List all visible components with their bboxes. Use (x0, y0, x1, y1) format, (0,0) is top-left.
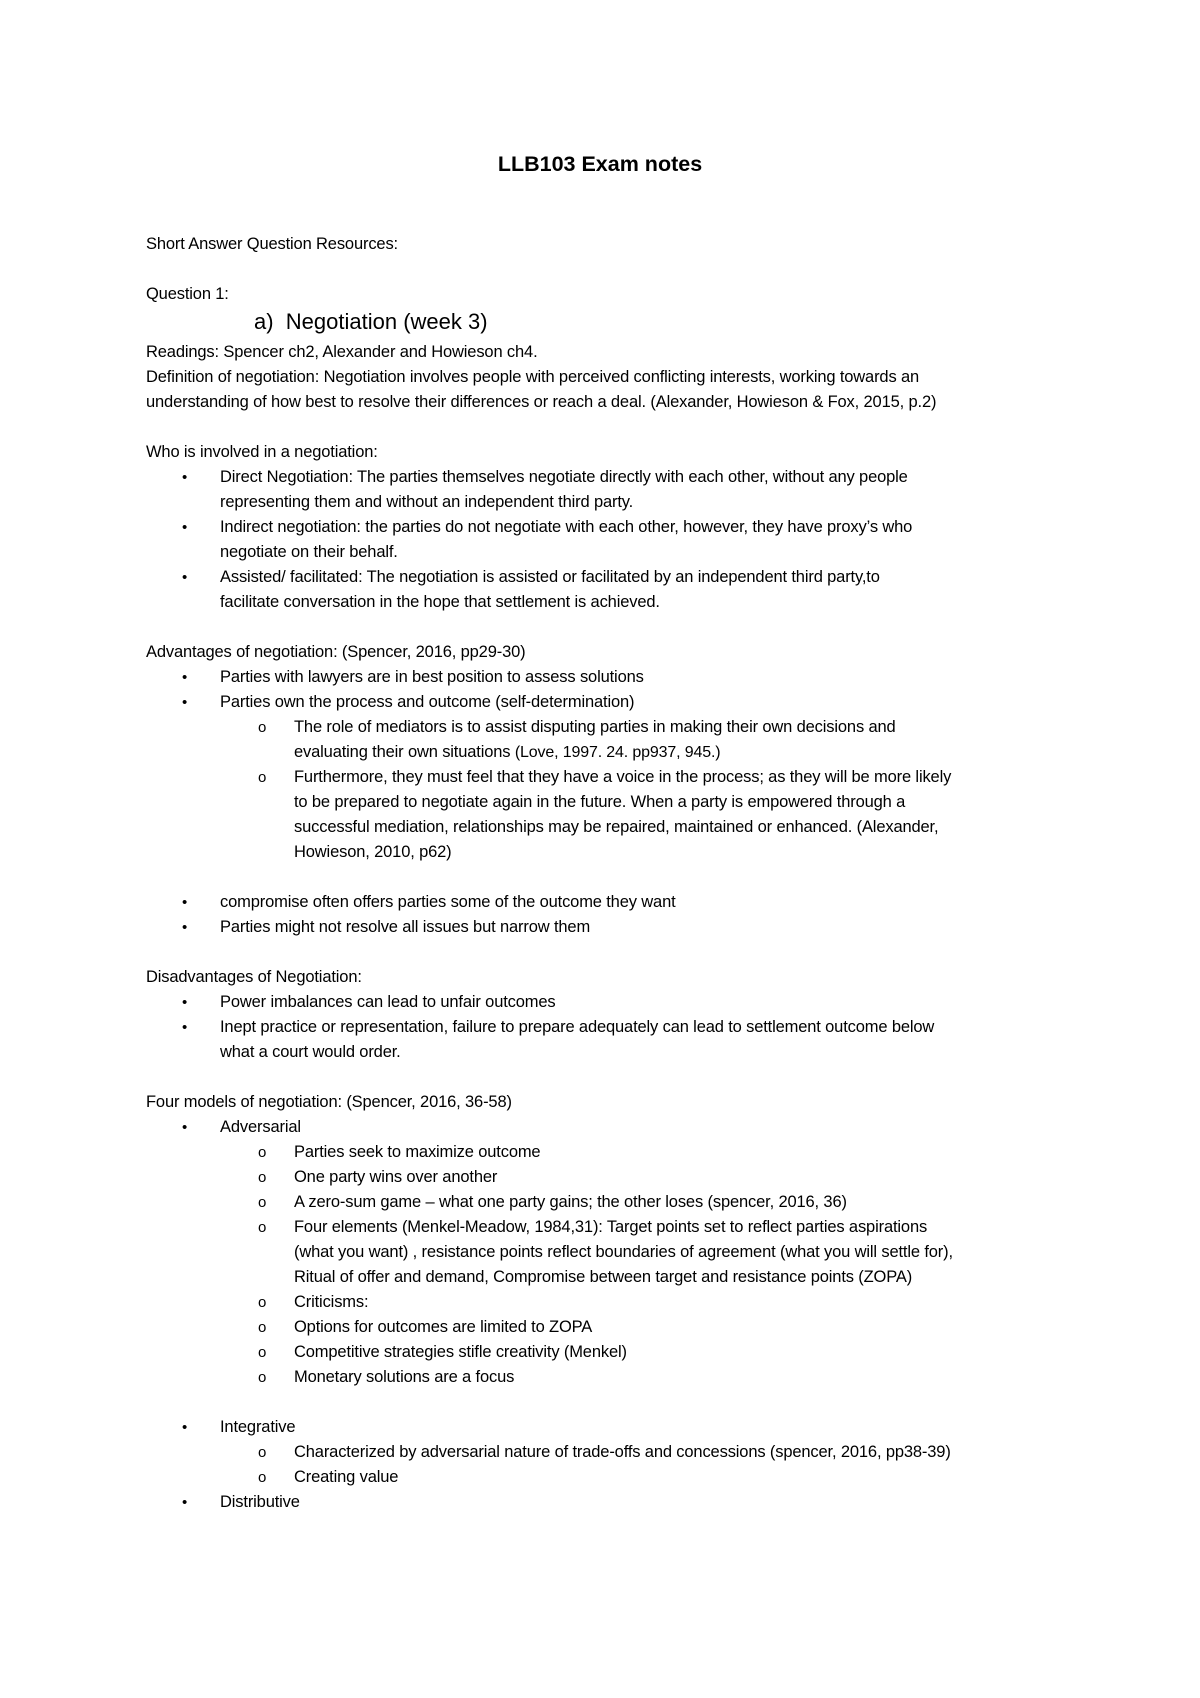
sub-list-item: Options for outcomes are limited to ZOPA (294, 1318, 593, 1336)
list-item: what a court would order. (220, 1043, 401, 1061)
citation: (Love, 1997. 24. pp937, 945.) (514, 744, 721, 761)
sub-bullet-icon: o (258, 1194, 267, 1211)
list-item: representing them and without an independent third party. (220, 493, 634, 511)
bullet-icon: • (182, 569, 188, 586)
sub-list-item: Four elements (Menkel-Meadow, 1984,31): Target points set to reflect parties aspirations (294, 1218, 928, 1236)
sub-bullet-icon: o (258, 1294, 267, 1311)
sub-bullet-icon: o (258, 1144, 267, 1161)
section-heading: Disadvantages of Negotiation: (146, 968, 362, 986)
sub-bullet-icon: o (258, 1319, 267, 1336)
list-item: Indirect negotiation: the parties do not negotiate with each other, however, they have proxy’s who (220, 518, 913, 536)
sub-list-item: A zero-sum game – what one party gains; the other loses (spencer, 2016, 36) (294, 1193, 847, 1211)
bullet-icon: • (182, 1119, 188, 1136)
sub-list-item (294, 740, 720, 765)
sub-list-item: (what you want) , resistance points reflect boundaries of agreement (what you will settle for), (294, 1243, 953, 1261)
subsection-heading (254, 307, 488, 337)
bullet-icon: • (182, 519, 188, 536)
bullet-icon: • (182, 894, 188, 911)
sub-bullet-icon: o (258, 1169, 267, 1186)
list-item: Assisted/ facilitated: The negotiation is assisted or facilitated by an independent third party,to (220, 568, 880, 586)
bullet-icon: • (182, 994, 188, 1011)
sub-list-item: Parties seek to maximize outcome (294, 1143, 541, 1161)
sub-bullet-icon: o (258, 719, 267, 736)
sub-list-item: successful mediation, relationships may be repaired, maintained or enhanced. (Alexander, (294, 818, 939, 836)
sub-bullet-icon: o (258, 1444, 267, 1461)
sub-bullet-icon: o (258, 769, 267, 786)
bullet-icon: • (182, 1494, 188, 1511)
list-item: Inept practice or representation, failure to prepare adequately can lead to settlement outcome below (220, 1018, 935, 1036)
sub-list-item: Creating value (294, 1468, 399, 1486)
bullet-icon: • (182, 469, 188, 486)
list-item: Direct Negotiation: The parties themselves negotiate directly with each other, without any people (220, 468, 908, 486)
subsection-label: a) (254, 309, 274, 334)
list-item: Adversarial (220, 1118, 301, 1136)
sub-bullet-icon: o (258, 1369, 267, 1386)
bullet-icon: • (182, 1019, 188, 1036)
sub-bullet-icon: o (258, 1469, 267, 1486)
sub-list-item: to be prepared to negotiate again in the future. When a party is empowered through a (294, 793, 906, 811)
section-heading: Advantages of negotiation: (Spencer, 2016, pp29-30) (146, 643, 526, 661)
list-item: Distributive (220, 1493, 300, 1511)
sub-list-item: The role of mediators is to assist disputing parties in making their own decisions and (294, 718, 896, 736)
sub-list-item: Furthermore, they must feel that they have a voice in the process; as they will be more likely (294, 768, 952, 786)
sub-list-item: Howieson, 2010, p62) (294, 843, 452, 861)
sub-list-item: Monetary solutions are a focus (294, 1368, 515, 1386)
sub-list-item: Characterized by adversarial nature of trade-offs and concessions (spencer, 2016, pp38-39) (294, 1443, 951, 1461)
text-line: Readings: Spencer ch2, Alexander and Howieson ch4. (146, 343, 538, 361)
list-item: compromise often offers parties some of the outcome they want (220, 893, 676, 911)
list-item: Integrative (220, 1418, 296, 1436)
sub-list-item: Competitive strategies stifle creativity (Menkel) (294, 1343, 627, 1361)
bullet-icon: • (182, 669, 188, 686)
section-heading: Short Answer Question Resources: (146, 235, 398, 253)
list-item: Power imbalances can lead to unfair outcomes (220, 993, 556, 1011)
list-item: Parties own the process and outcome (self-determination) (220, 693, 635, 711)
question-heading: Question 1: (146, 285, 229, 303)
text-line: understanding of how best to resolve their differences or reach a deal. (Alexander, Howieson & Fox, 2015, p.2) (146, 393, 937, 411)
subsection-title: Negotiation (week 3) (285, 309, 488, 334)
section-heading: Who is involved in a negotiation: (146, 443, 378, 461)
sub-list-item: Criticisms: (294, 1293, 369, 1311)
sub-list-text: evaluating their own situations (294, 743, 515, 761)
text-line: Definition of negotiation: Negotiation involves people with perceived conflicting interests, working towards an (146, 368, 920, 386)
sub-list-item: Ritual of offer and demand, Compromise between target and resistance points (ZOPA) (294, 1268, 913, 1286)
bullet-icon: • (182, 919, 188, 936)
section-heading: Four models of negotiation: (Spencer, 2016, 36-58) (146, 1093, 512, 1111)
list-item: Parties with lawyers are in best position to assess solutions (220, 668, 644, 686)
document-title: LLB103 Exam notes (497, 152, 703, 176)
sub-bullet-icon: o (258, 1219, 267, 1236)
sub-list-item: One party wins over another (294, 1168, 498, 1186)
bullet-icon: • (182, 1419, 188, 1436)
list-item: facilitate conversation in the hope that settlement is achieved. (220, 593, 660, 611)
list-item: negotiate on their behalf. (220, 543, 398, 561)
bullet-icon: • (182, 694, 188, 711)
list-item: Parties might not resolve all issues but narrow them (220, 918, 591, 936)
sub-bullet-icon: o (258, 1344, 267, 1361)
